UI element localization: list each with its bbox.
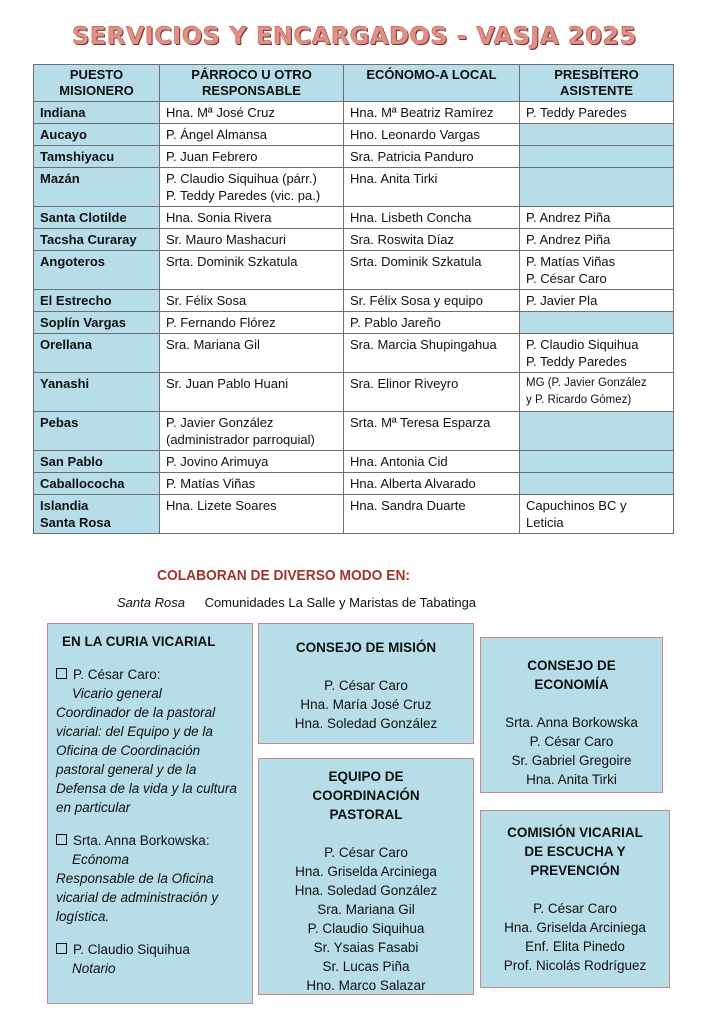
table-cell-parroco (160, 373, 344, 412)
consejo-economia-box (480, 637, 663, 793)
cell-line: Srta. Mª Teresa Esparza (350, 415, 491, 430)
comision-vicarial-box (480, 810, 670, 988)
table-cell-puesto (34, 124, 160, 146)
table-cell-parroco (160, 102, 344, 124)
curia-entry-role: Notario (72, 961, 116, 976)
cell-line: Srta. Dominik Szkatula (350, 254, 482, 269)
table-cell-puesto (34, 334, 160, 373)
table-cell-economo (344, 146, 520, 168)
cell-line: P. Claudio Siquihua (526, 337, 639, 352)
table-cell-economo (344, 451, 520, 473)
cell-line: y P. Ricardo Gómez) (526, 394, 632, 406)
member: Sra. Mariana Gil (317, 902, 415, 917)
table-cell-puesto (34, 495, 160, 534)
table-row (34, 412, 674, 451)
table-row (34, 251, 674, 290)
member-list (481, 899, 669, 975)
cell-line: San Pablo (40, 454, 103, 469)
table-cell-economo (344, 495, 520, 534)
cell-line: (administrador parroquial) (166, 432, 315, 447)
table-cell-economo (344, 412, 520, 451)
table-cell-parroco (160, 146, 344, 168)
table-row (34, 290, 674, 312)
table-row (34, 473, 674, 495)
table-cell-parroco (160, 290, 344, 312)
checkbox-icon (56, 668, 67, 679)
cell-line: Hna. Mª José Cruz (166, 105, 275, 120)
table-row (34, 334, 674, 373)
table-cell-puesto (34, 373, 160, 412)
header-puesto: PUESTO MISIONERO (34, 65, 160, 102)
curia-entry-role: Ecónoma (72, 852, 130, 867)
cell-line: Sr. Mauro Mashacuri (166, 232, 286, 247)
cell-line: Capuchinos BC y (526, 498, 627, 513)
member: Hna. María José Cruz (300, 697, 432, 712)
member-list (481, 713, 662, 789)
cell-line: Hna. Antonia Cid (350, 454, 448, 469)
table-cell-presbitero (520, 312, 674, 334)
table-cell-economo (344, 473, 520, 495)
table-cell-puesto (34, 168, 160, 207)
table-cell-puesto (34, 451, 160, 473)
member: Hna. Anita Tirki (526, 772, 617, 787)
cell-line: Caballococha (40, 476, 125, 491)
member: Hna. Soledad González (294, 716, 438, 731)
cell-line: Sra. Marcia Shupingahua (350, 337, 497, 352)
table-cell-economo (344, 334, 520, 373)
table-cell-parroco (160, 124, 344, 146)
cell-line: P. Juan Febrero (166, 149, 258, 164)
cell-line: P. Matías Viñas (166, 476, 256, 491)
table-row (34, 495, 674, 534)
cell-line: Santa Rosa (40, 515, 111, 530)
cell-line: P. Teddy Paredes (526, 105, 627, 120)
cell-line: Hna. Lisbeth Concha (350, 210, 472, 225)
table-cell-parroco (160, 312, 344, 334)
member-list (259, 676, 473, 733)
table-cell-presbitero (520, 473, 674, 495)
table-cell-economo (344, 207, 520, 229)
cell-line: Srta. Dominik Szkatula (166, 254, 298, 269)
header-parroco: PÁRROCO U OTRO RESPONSABLE (160, 65, 344, 102)
table-cell-presbitero (520, 412, 674, 451)
curia-title: EN LA CURIA VICARIAL (62, 634, 216, 649)
consejo-economia-title: CONSEJO DE ECONOMÍA (527, 658, 616, 692)
cell-line: Tacsha Curaray (40, 232, 137, 247)
table-cell-economo (344, 251, 520, 290)
table-cell-presbitero (520, 168, 674, 207)
table-cell-puesto (34, 146, 160, 168)
table-cell-economo (344, 290, 520, 312)
table-cell-puesto (34, 290, 160, 312)
member: P. César Caro (324, 845, 408, 860)
member: P. César Caro (533, 901, 617, 916)
curia-entry-name: P. César Caro: (73, 667, 161, 682)
cell-line: Hno. Leonardo Vargas (350, 127, 480, 142)
cell-line: Hna. Lizete Soares (166, 498, 277, 513)
table-cell-presbitero (520, 334, 674, 373)
table-row (34, 312, 674, 334)
member: Prof. Nicolás Rodríguez (503, 958, 647, 973)
header-presbitero: PRESBÍTERO ASISTENTE (520, 65, 674, 102)
member-list (259, 843, 473, 995)
table-cell-economo (344, 373, 520, 412)
curia-entry-name: P. Claudio Siquihua (73, 942, 190, 957)
table-cell-parroco (160, 251, 344, 290)
cell-line: Sr. Juan Pablo Huani (166, 376, 289, 391)
cell-line: Sra. Roswita Díaz (350, 232, 455, 247)
cell-line: Islandia (40, 498, 89, 513)
cell-line: Hna. Alberta Alvarado (350, 476, 476, 491)
cell-line: P. Teddy Paredes (vic. pa.) (166, 188, 321, 203)
table-row (34, 451, 674, 473)
cell-line: P. Jovino Arimuya (166, 454, 269, 469)
member: P. Claudio Siquihua (307, 921, 425, 936)
colaboran-title: COLABORAN DE DIVERSO MODO EN: (157, 567, 411, 584)
table-cell-presbitero (520, 207, 674, 229)
cell-line: Leticia (526, 515, 564, 530)
cell-line: Tamshiyacu (40, 149, 115, 164)
cell-line: P. Teddy Paredes (526, 354, 627, 369)
cell-line: P. Javier Pla (526, 293, 598, 308)
colaboran-text: Comunidades La Salle y Maristas de Tabatinga (204, 595, 477, 610)
cell-line: Orellana (40, 337, 93, 352)
colaboran-place: Santa Rosa (117, 595, 185, 610)
table-cell-puesto (34, 473, 160, 495)
table-row (34, 146, 674, 168)
table-cell-presbitero (520, 251, 674, 290)
member: Hna. Griselda Arciniega (295, 864, 437, 879)
table-cell-economo (344, 124, 520, 146)
cell-line: P. Claudio Siquihua (párr.) (166, 171, 317, 186)
consejo-mision-title: CONSEJO DE MISIÓN (295, 640, 437, 655)
table-cell-parroco (160, 412, 344, 451)
table-cell-puesto (34, 412, 160, 451)
cell-line: Hna. Sonia Rivera (166, 210, 272, 225)
table-cell-parroco (160, 168, 344, 207)
cell-line: P. Javier González (166, 415, 274, 430)
table-cell-presbitero (520, 229, 674, 251)
cell-line: Aucayo (40, 127, 87, 142)
cell-line: Hna. Sandra Duarte (350, 498, 466, 513)
table-cell-presbitero (520, 373, 674, 412)
cell-line: Indiana (40, 105, 86, 120)
table-cell-parroco (160, 207, 344, 229)
checkbox-icon (56, 943, 67, 954)
table-row (34, 102, 674, 124)
table-cell-economo (344, 229, 520, 251)
table-cell-puesto (34, 207, 160, 229)
table-header-row (34, 65, 674, 102)
table-cell-presbitero (520, 124, 674, 146)
cell-line: Hna. Mª Beatriz Ramírez (350, 105, 494, 120)
table-cell-parroco (160, 473, 344, 495)
colaboran-line (117, 595, 476, 610)
table-cell-parroco (160, 495, 344, 534)
cell-line: Soplín Vargas (40, 315, 126, 330)
table-cell-puesto (34, 229, 160, 251)
cell-line: P. Matías Viñas (526, 254, 616, 269)
cell-line: Santa Clotilde (40, 210, 127, 225)
cell-line: Sra. Mariana Gil (166, 337, 260, 352)
table-cell-presbitero (520, 102, 674, 124)
cell-line: Angoteros (40, 254, 105, 269)
page-title: SERVICIOS Y ENCARGADOS - VASJA 2025 (72, 22, 637, 50)
header-economo: ECÓNOMO-A LOCAL (344, 65, 520, 102)
table-cell-presbitero (520, 451, 674, 473)
member: Enf. Elita Pinedo (525, 939, 625, 954)
curia-entry (56, 940, 246, 978)
table-cell-parroco (160, 334, 344, 373)
curia-entry-desc: Coordinador de la pastoral vicarial: del Equipo y de la Oficina de Coordinación pastoral general y de la Defensa de la vida y la cultura en particular (56, 705, 237, 815)
services-table (33, 64, 674, 534)
cell-line: MG (P. Javier González (526, 377, 647, 389)
equipo-coordinacion-box (258, 758, 474, 995)
member: Hna. Soledad González (294, 883, 438, 898)
member: Srta. Anna Borkowska (505, 715, 638, 730)
cell-line: Sra. Elinor Riveyro (350, 376, 459, 391)
curia-entry (56, 665, 246, 817)
cell-line: Sr. Félix Sosa y equipo (350, 293, 483, 308)
member: P. César Caro (529, 734, 614, 749)
member: Hno. Marco Salazar (306, 978, 426, 993)
cell-line: Sr. Félix Sosa (166, 293, 247, 308)
cell-line: P. César Caro (526, 271, 607, 286)
curia-box (47, 623, 253, 1004)
table-cell-parroco (160, 229, 344, 251)
table-row (34, 373, 674, 412)
curia-entry-name: Srta. Anna Borkowska: (73, 833, 210, 848)
cell-line: P. Fernando Flórez (166, 315, 276, 330)
table-cell-economo (344, 102, 520, 124)
member: Hna. Griselda Arciniega (504, 920, 646, 935)
table-cell-presbitero (520, 495, 674, 534)
equipo-title: EQUIPO DE COORDINACIÓN PASTORAL (312, 769, 420, 822)
table-cell-puesto (34, 312, 160, 334)
table-row (34, 229, 674, 251)
curia-entry-desc: Responsable de la Oficina vicarial de administración y logística. (56, 871, 219, 924)
cell-line: Hna. Anita Tirki (350, 171, 438, 186)
cell-line: Pebas (40, 415, 79, 430)
member: Sr. Ysaias Fasabi (313, 940, 419, 955)
curia-entry (56, 831, 246, 926)
cell-line: El Estrecho (40, 293, 112, 308)
table-row (34, 124, 674, 146)
table-cell-puesto (34, 102, 160, 124)
cell-line: P. Andrez Piña (526, 232, 611, 247)
cell-line: P. Ángel Almansa (166, 127, 267, 142)
table-cell-presbitero (520, 290, 674, 312)
member: Sr. Lucas Piña (322, 959, 410, 974)
table-cell-puesto (34, 251, 160, 290)
cell-line: P. Pablo Jareño (350, 315, 441, 330)
comision-title: COMISIÓN VICARIAL DE ESCUCHA Y PREVENCIÓN (507, 825, 643, 878)
table-cell-economo (344, 168, 520, 207)
member: P. César Caro (324, 678, 408, 693)
consejo-mision-box (258, 623, 474, 744)
cell-line: Yanashi (40, 376, 90, 391)
member: Sr. Gabriel Gregoire (511, 753, 632, 768)
cell-line: P. Andrez Piña (526, 210, 611, 225)
table-cell-presbitero (520, 146, 674, 168)
checkbox-icon (56, 834, 67, 845)
table-cell-parroco (160, 451, 344, 473)
table-row (34, 207, 674, 229)
cell-line: Mazán (40, 171, 80, 186)
curia-entry-role: Vicario general (72, 686, 162, 701)
table-row (34, 168, 674, 207)
table-cell-economo (344, 312, 520, 334)
cell-line: Sra. Patricia Panduro (350, 149, 474, 164)
